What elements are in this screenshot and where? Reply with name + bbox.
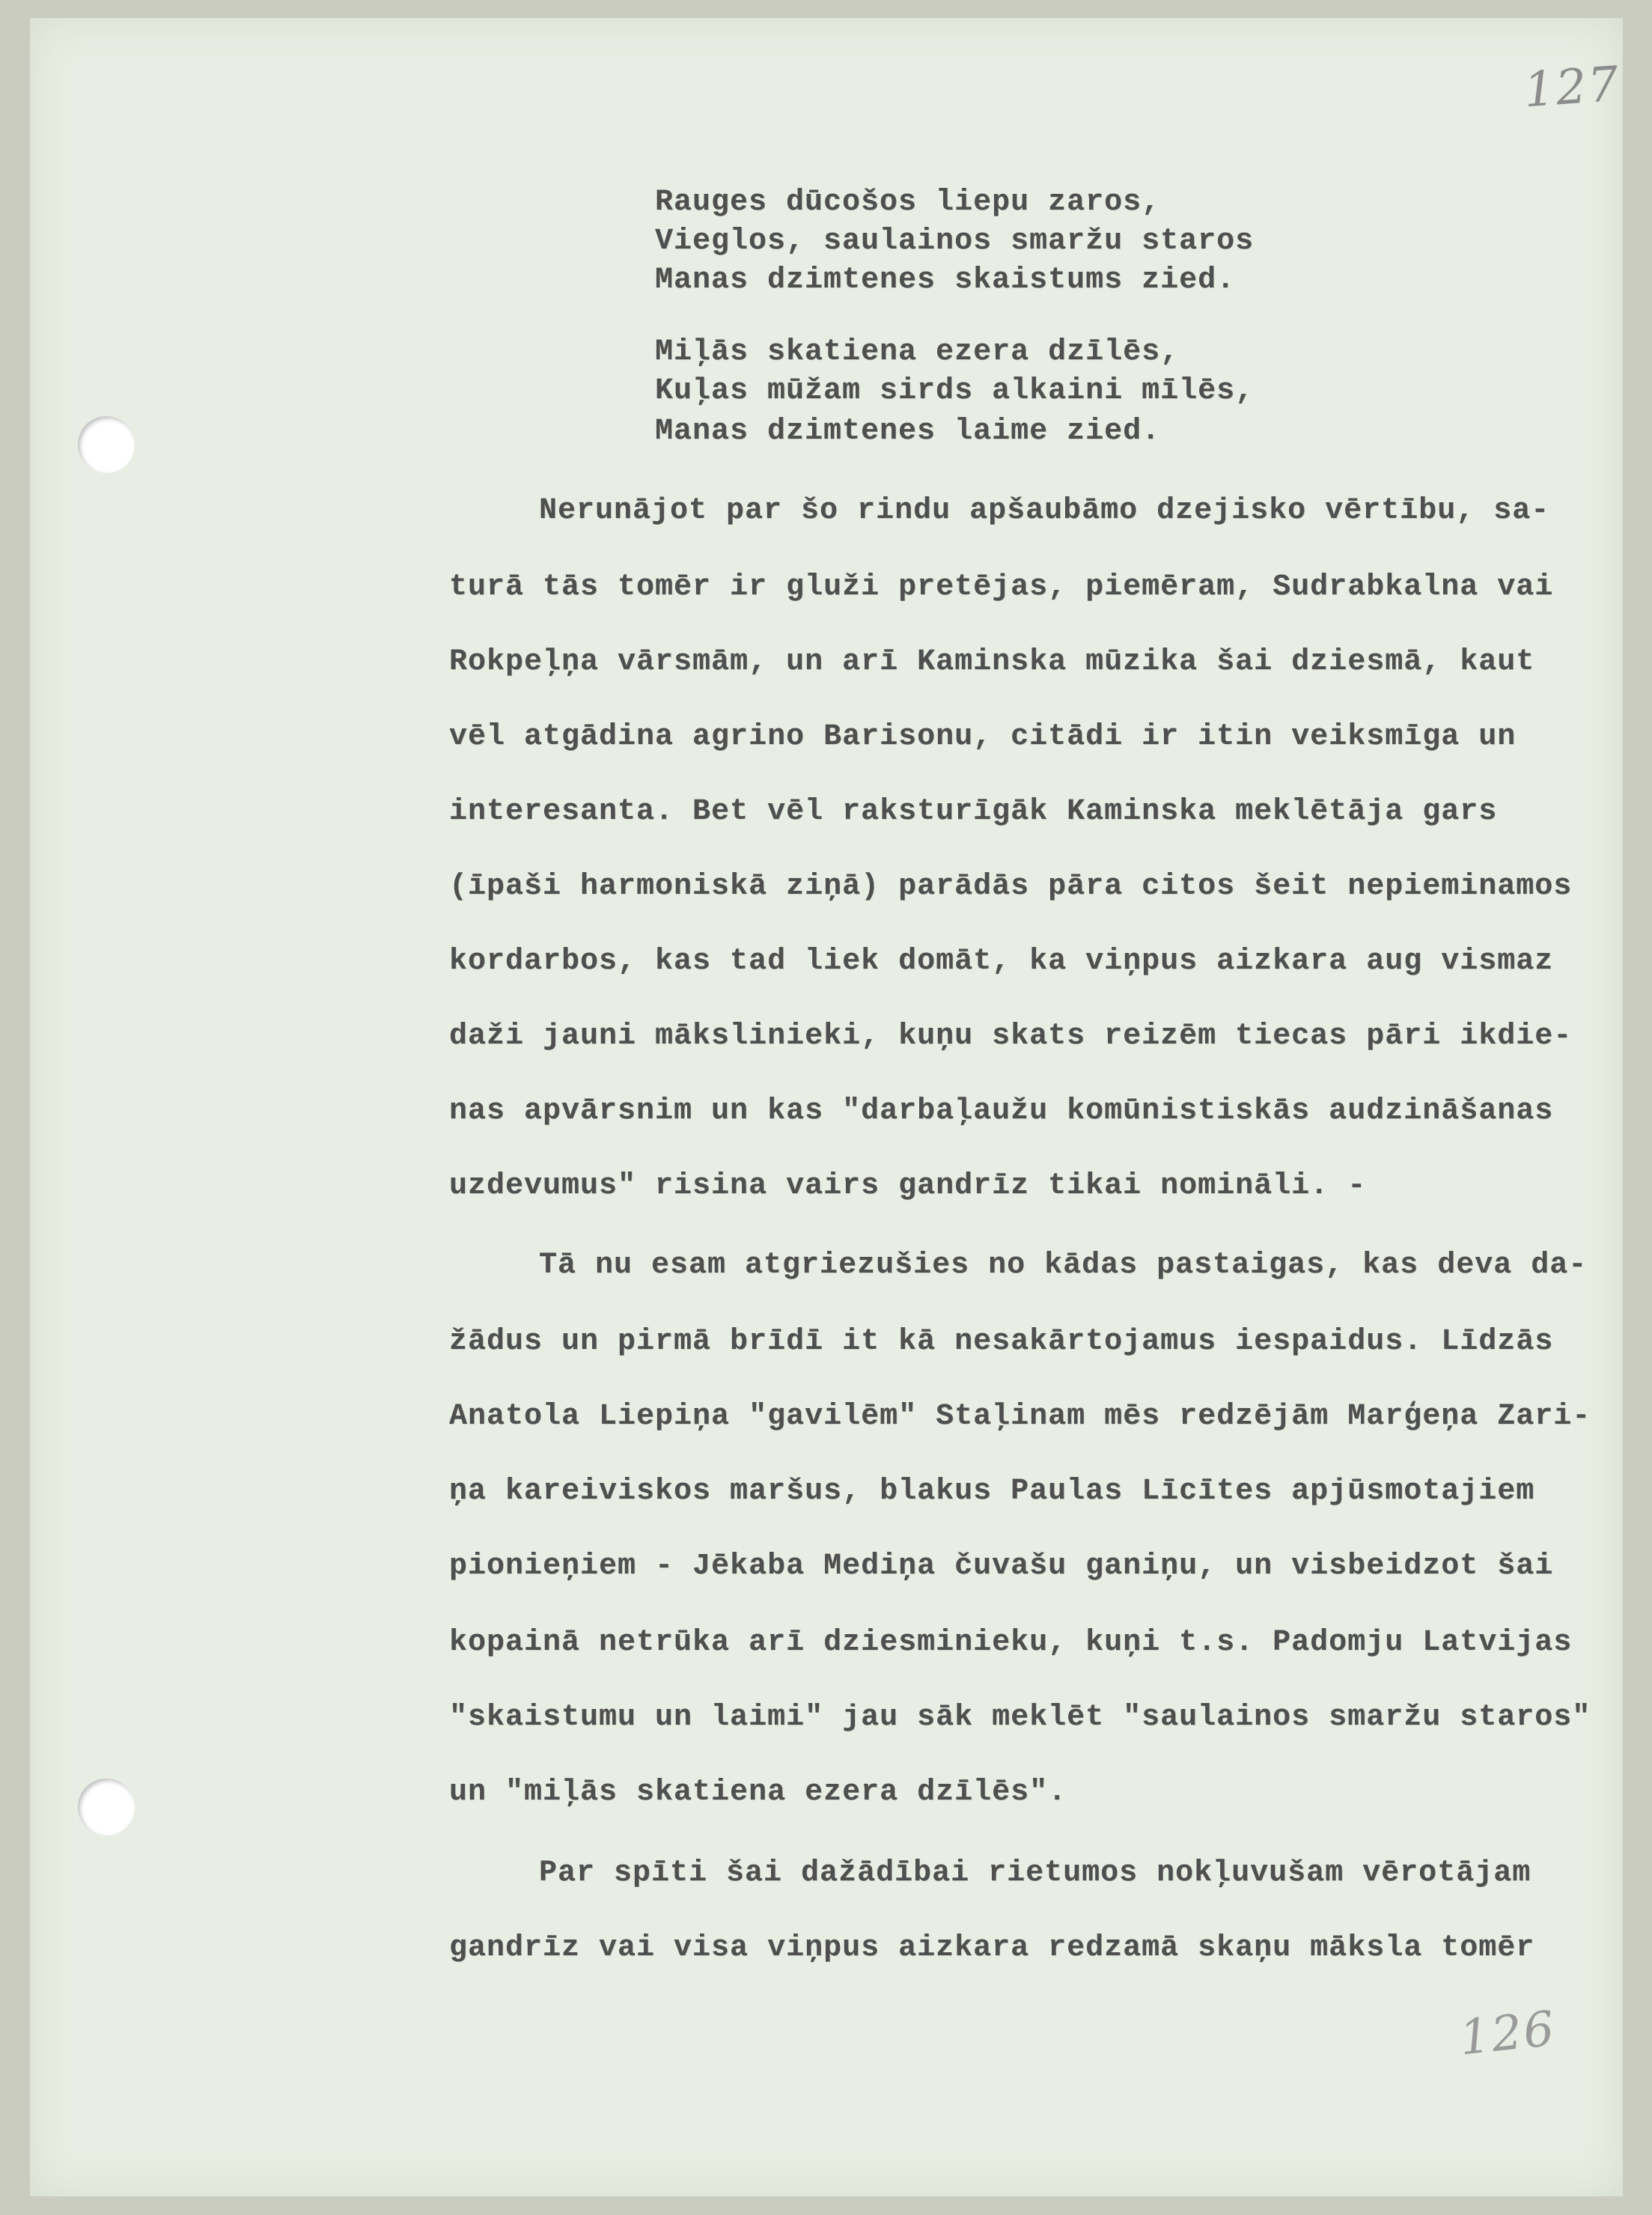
- prose-line: Tā nu esam atgriezušies no kādas pastaigas, kas deva da-: [539, 1249, 1588, 1282]
- prose-line: interesanta. Bet vēl raksturīgāk Kaminska meklētāja gars: [449, 795, 1498, 829]
- prose-line: gandrīz vai visa viņpus aizkara redzamā skaņu māksla tomēr: [449, 1931, 1535, 1965]
- punch-hole-top: [78, 416, 135, 473]
- prose-line: uzdevumus" risina vairs gandrīz tikai nomināli. -: [449, 1169, 1367, 1203]
- prose-line: un "miļās skatiena ezera dzīlēs".: [449, 1776, 1067, 1809]
- prose-line: Rokpeļņa vārsmām, un arī Kaminska mūzika šai dziesmā, kaut: [449, 645, 1535, 679]
- prose-line: Par spīti šai dažādībai rietumos nokļuvušam vērotājam: [539, 1856, 1531, 1890]
- prose-line: nas apvārsnim un kas "darbaļaužu komūnistiskās audzināšanas: [449, 1094, 1554, 1128]
- poem-line: Manas dzimtenes skaistums zied.: [655, 263, 1236, 297]
- punch-hole-bottom: [78, 1779, 135, 1835]
- prose-line: "skaistumu un laimi" jau sāk meklēt "saulainos smaržu staros": [449, 1701, 1591, 1734]
- poem-line: Vieglos, saulainos smaržu staros: [655, 225, 1255, 258]
- prose-line: ņa kareiviskos maršus, blakus Paulas Līcītes apjūsmotajiem: [449, 1475, 1535, 1508]
- prose-line: (īpaši harmoniskā ziņā) parādās pāra citos šeit nepieminamos: [449, 870, 1573, 904]
- poem-line: Kuļas mūžam sirds alkaini mīlēs,: [655, 374, 1255, 408]
- poem-line: Manas dzimtenes laime zied.: [655, 415, 1161, 448]
- prose-line: Nerunājot par šo rindu apšaubāmo dzejisko vērtību, sa-: [539, 494, 1550, 528]
- poem-line: Rauges dūcošos liepu zaros,: [655, 186, 1161, 219]
- prose-line: Anatola Liepiņa "gavilēm" Staļinam mēs redzējām Marģeņa Zari-: [449, 1400, 1591, 1433]
- prose-line: pionieņiem - Jēkaba Mediņa čuvašu ganiņu, un visbeidzot šai: [449, 1550, 1554, 1583]
- prose-line: kordarbos, kas tad liek domāt, ka viņpus aizkara aug vismaz: [449, 945, 1554, 978]
- prose-line: kopainā netrūka arī dziesminieku, kuņi t.s. Padomju Latvijas: [449, 1626, 1573, 1660]
- prose-line: žādus un pirmā brīdī it kā nesakārtojamus iespaidus. Līdzās: [449, 1325, 1554, 1359]
- prose-line: daži jauni mākslinieki, kuņu skats reizēm tiecas pāri ikdie-: [449, 1020, 1573, 1053]
- prose-line: vēl atgādina agrino Barisonu, citādi ir itin veiksmīga un: [449, 720, 1517, 754]
- poem-line: Miļās skatiena ezera dzīlēs,: [655, 335, 1180, 369]
- page-number-top: 127: [1522, 56, 1622, 119]
- prose-line: turā tās tomēr ir gluži pretējas, piemēram, Sudrabkalna vai: [449, 570, 1554, 604]
- page-number-bottom: 126: [1457, 2001, 1558, 2067]
